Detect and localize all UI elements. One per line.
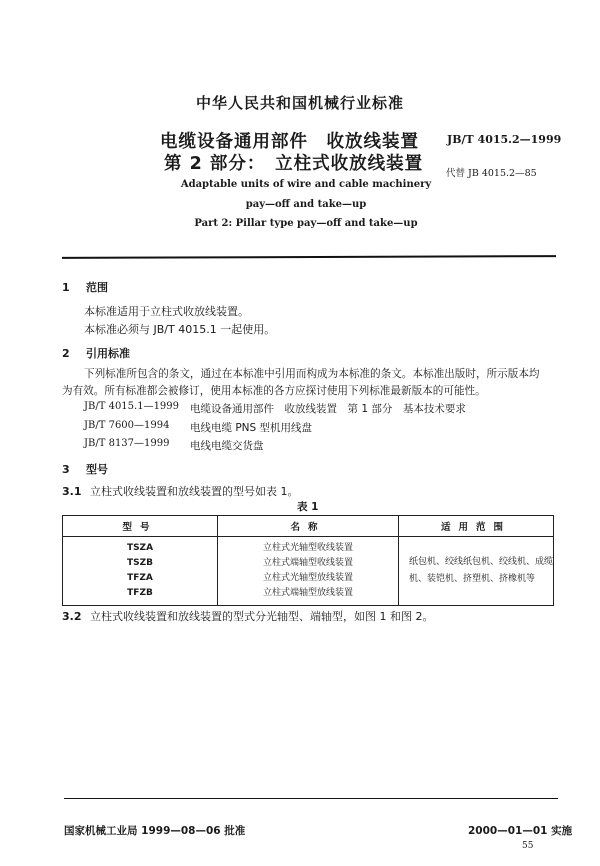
subsection-3-1 — [62, 483, 299, 499]
footer-divider — [64, 798, 558, 799]
subsection-text: 立柱式收线装置和放线装置的型号如表 1。 — [90, 485, 299, 498]
paragraph: 下列标准所包含的条文，通过在本标准中引用而构成为本标准的条文。本标准出版时，所示版本均 — [84, 368, 540, 380]
effective-date: 2000—01—01 实施 — [468, 825, 573, 837]
paragraph: 本标准适用于立柱式收放线装置。 — [84, 305, 249, 318]
subsection-3-2 — [62, 608, 434, 624]
paragraph: 本标准必须与 JB/T 4015.1 一起使用。 — [84, 323, 276, 336]
paragraph: 为有效。所有标准都会被修订，使用本标准的各方应探讨使用下列标准最新版本的可能性。 — [62, 385, 486, 397]
english-title-line1: Adaptable units of wire and cable machinery — [180, 179, 432, 190]
table-cell-name: 立柱式端轴型收线装置 — [262, 558, 353, 568]
section-number: 2 — [62, 347, 70, 360]
header-name: 名称 — [218, 516, 399, 537]
table-cell-model: TFZA — [127, 573, 153, 583]
table-header-row — [63, 516, 554, 537]
section-1-heading — [62, 279, 108, 295]
table-cell-name: 立柱式光轴型收线装置 — [262, 543, 353, 553]
section-3-heading — [62, 461, 108, 477]
section-number: 1 — [62, 281, 70, 294]
section-title: 范围 — [86, 281, 108, 294]
table-cell-model: TSZA — [126, 543, 154, 553]
section-title: 型号 — [86, 463, 108, 476]
reference-code: JB/T 7600—1994 — [84, 420, 170, 431]
section-number: 3 — [62, 463, 70, 476]
page-number: 55 — [522, 841, 534, 851]
reference-code: JB/T 8137—1999 — [84, 438, 170, 449]
reference-code: JB/T 4015.1—1999 — [84, 401, 180, 412]
subsection-number: 3.2 — [62, 610, 82, 623]
subsection-text: 立柱式收线装置和放线装置的型式分光轴型、端轴型，如图 1 和图 2。 — [90, 610, 434, 623]
reference-title: 电线电缆交货盘 — [190, 440, 264, 452]
approval-date: 国家机械工业局 1999—08—06 批准 — [64, 825, 246, 837]
standard-number: JB/T 4015.2—1999 — [447, 133, 562, 146]
english-title-line2: pay—off and take—up — [245, 199, 367, 210]
table-cell-name: 立柱式光轴型放线装置 — [262, 573, 353, 583]
header-divider — [62, 255, 556, 258]
model-table — [62, 515, 554, 606]
table-cell-model: TFZB — [127, 588, 153, 598]
table-body-row — [63, 537, 554, 606]
document-title-line1: 电缆设备通用部件 收放线装置 — [160, 132, 419, 152]
section-title: 引用标准 — [86, 347, 130, 360]
table-caption: 表 1 — [297, 501, 319, 513]
replaces-standard: 代替 JB 4015.2—85 — [446, 168, 537, 179]
english-title-line3: Part 2: Pillar type pay—off and take—up — [194, 218, 418, 229]
reference-title: 电线电缆 PNS 型机用线盘 — [190, 422, 313, 434]
subsection-number: 3.1 — [62, 485, 82, 498]
issuing-organization: 中华人民共和国机械行业标准 — [195, 94, 404, 112]
table-cell-name: 立柱式端轴型放线装置 — [262, 588, 353, 598]
name-column — [218, 537, 399, 606]
header-scope: 适用范围 — [399, 516, 554, 537]
document-title-line2: 第 2 部分： 立柱式收放线装置 — [164, 154, 424, 174]
table-cell-model: TSZB — [126, 558, 153, 568]
table-cell-scope: 纸包机、绞线纸包机、绞线机、成缆机、装铠机、挤塑机、挤橡机等 — [399, 537, 554, 606]
reference-title: 电缆设备通用部件 收放线装置 第 1 部分 基本技术要求 — [190, 403, 466, 415]
section-2-heading — [62, 345, 130, 361]
model-column — [63, 537, 218, 606]
header-model: 型号 — [63, 516, 218, 537]
